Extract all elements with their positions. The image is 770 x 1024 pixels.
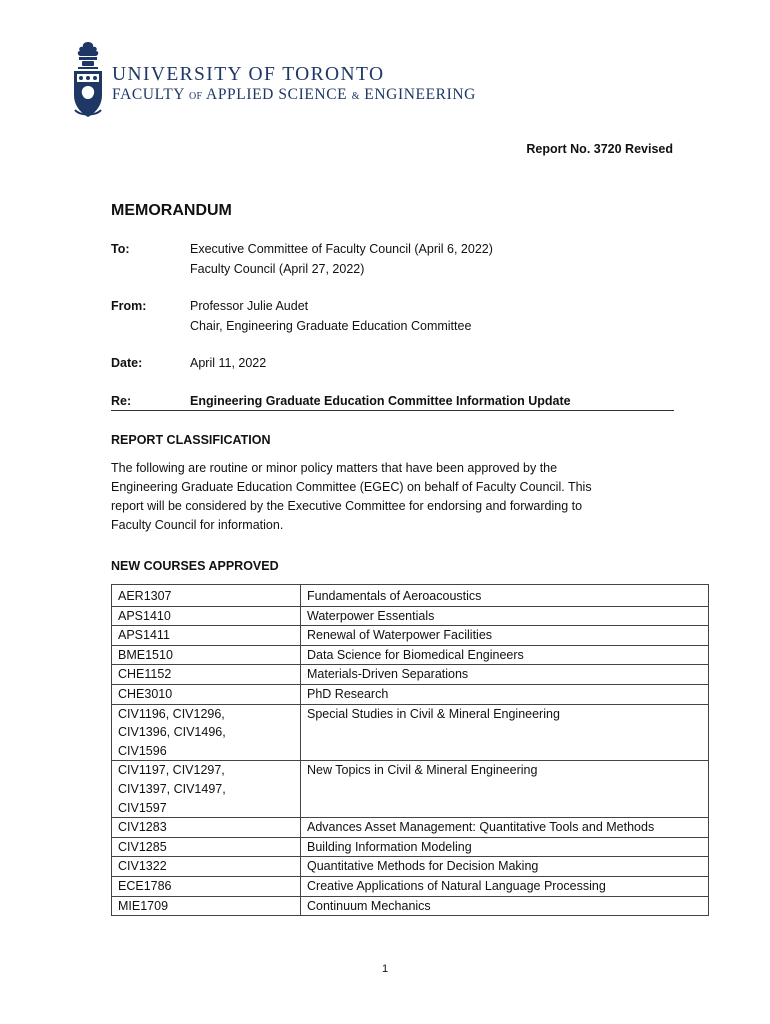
course-title: Fundamentals of Aeroacoustics <box>307 589 482 603</box>
university-crest-icon <box>70 40 106 122</box>
from-line: Chair, Engineering Graduate Education Committee <box>190 318 472 333</box>
course-code: CHE1152 <box>118 667 172 682</box>
from-line: Professor Julie Audet <box>190 299 309 313</box>
course-code: CIV1596 <box>118 743 167 758</box>
new-courses-title: NEW COURSES APPROVED <box>111 559 279 573</box>
to-value <box>190 240 690 279</box>
course-code-cell <box>112 606 301 626</box>
course-title-cell <box>301 857 709 877</box>
course-code: AER1307 <box>118 589 172 603</box>
course-code-cell <box>112 645 301 665</box>
course-title-cell <box>301 665 709 685</box>
course-title-cell <box>301 684 709 704</box>
course-title: Creative Applications of Natural Language Processing <box>307 878 606 893</box>
to-line: Faculty Council (April 27, 2022) <box>190 261 365 276</box>
course-title: Building Information Modeling <box>307 839 472 854</box>
date-label: Date: <box>111 356 143 370</box>
from-value <box>190 297 690 336</box>
course-code-cell <box>112 761 301 818</box>
course-title-cell <box>301 704 709 761</box>
body-line: Engineering Graduate Education Committee (EGEC) on behalf of Faculty Council. This <box>111 480 592 494</box>
course-code-cell <box>112 837 301 857</box>
course-title-cell <box>301 585 709 607</box>
re-label: Re: <box>111 394 132 408</box>
course-title: New Topics in Civil & Mineral Engineering <box>307 763 538 778</box>
course-code: APS1411 <box>118 628 170 643</box>
course-code-cell <box>112 704 301 761</box>
to-line: Executive Committee of Faculty Council (April 6, 2022) <box>190 242 493 256</box>
table-row <box>112 818 709 838</box>
classification-title: REPORT CLASSIFICATION <box>111 433 271 447</box>
report-number: Report No. 3720 Revised <box>526 142 673 156</box>
course-title: Waterpower Essentials <box>307 608 435 623</box>
course-title: Advances Asset Management: Quantitative Tools and Methods <box>307 820 655 835</box>
body-line: report will be considered by the Executive Committee for endorsing and forwarding to <box>111 499 583 513</box>
course-title-cell <box>301 645 709 665</box>
courses-table <box>111 584 709 916</box>
date-value <box>190 354 690 374</box>
course-title-cell <box>301 606 709 626</box>
course-title: Materials-Driven Separations <box>307 667 469 682</box>
course-code-cell <box>112 585 301 607</box>
course-code-cell <box>112 818 301 838</box>
course-code: ECE1786 <box>118 878 172 893</box>
body-line: Faculty Council for information. <box>111 518 284 532</box>
to-label: To: <box>111 242 130 256</box>
course-code: CIV1285 <box>118 839 167 854</box>
course-code: CHE3010 <box>118 686 173 701</box>
faculty-name: FACULTY OF APPLIED SCIENCE & ENGINEERING <box>112 86 476 103</box>
course-code-cell <box>112 665 301 685</box>
table-row <box>112 606 709 626</box>
date-text: April 11, 2022 <box>190 356 267 370</box>
course-code: CIV1197, CIV1297, <box>118 763 225 778</box>
course-title-cell <box>301 761 709 818</box>
page-number: 1 <box>381 963 389 975</box>
table-row <box>112 857 709 877</box>
course-code: BME1510 <box>118 647 173 662</box>
course-title: PhD Research <box>307 686 389 701</box>
course-code: CIV1597 <box>118 800 167 815</box>
course-code: MIE1709 <box>118 898 169 913</box>
course-title: Quantitative Methods for Decision Making <box>307 859 539 874</box>
divider <box>111 410 674 411</box>
table-row <box>112 665 709 685</box>
table-row <box>112 645 709 665</box>
table-row <box>112 585 709 607</box>
course-code: CIV1322 <box>118 859 167 874</box>
course-code: APS1410 <box>118 608 171 623</box>
classification-body <box>111 459 671 535</box>
re-value <box>190 392 690 412</box>
course-code-cell <box>112 896 301 916</box>
course-code-cell <box>112 876 301 896</box>
course-title-cell <box>301 626 709 646</box>
table-row <box>112 626 709 646</box>
table-row <box>112 837 709 857</box>
course-title-cell <box>301 837 709 857</box>
table-row <box>112 876 709 896</box>
letterhead <box>70 40 550 122</box>
body-line: The following are routine or minor policy matters that have been approved by the <box>111 461 558 475</box>
re-text: Engineering Graduate Education Committee Information Update <box>190 394 571 408</box>
course-code-cell <box>112 626 301 646</box>
course-title: Special Studies in Civil & Mineral Engineering <box>307 706 560 721</box>
course-title: Continuum Mechanics <box>307 898 431 913</box>
course-code: CIV1196, CIV1296, <box>118 706 225 721</box>
from-label: From: <box>111 299 147 313</box>
course-code: CIV1283 <box>118 820 167 835</box>
course-code-cell <box>112 684 301 704</box>
course-title: Renewal of Waterpower Facilities <box>307 628 493 643</box>
course-title: Data Science for Biomedical Engineers <box>307 647 524 662</box>
table-row <box>112 704 709 761</box>
table-row <box>112 896 709 916</box>
course-code: CIV1396, CIV1496, <box>118 725 226 740</box>
table-row <box>112 761 709 818</box>
course-code-cell <box>112 857 301 877</box>
course-title-cell <box>301 818 709 838</box>
course-title-cell <box>301 876 709 896</box>
table-row <box>112 684 709 704</box>
course-code: CIV1397, CIV1497, <box>118 781 226 796</box>
memo-title: MEMORANDUM <box>111 202 232 219</box>
university-name: UNIVERSITY OF TORONTO <box>112 64 385 85</box>
course-title-cell <box>301 896 709 916</box>
